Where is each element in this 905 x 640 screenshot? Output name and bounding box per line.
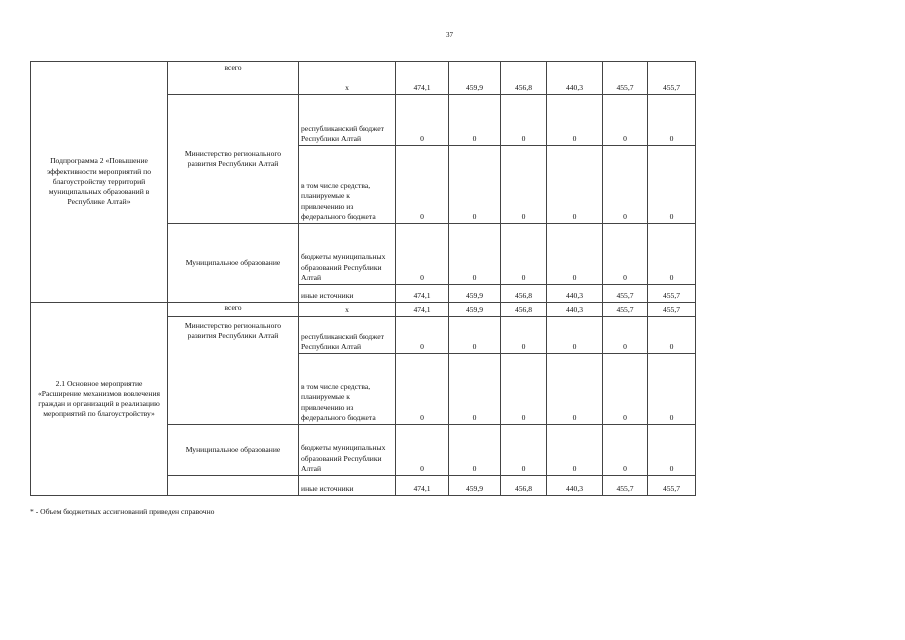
source-label: в том числе средства, планируемые к привлечению из федерального бюджета [299, 354, 396, 425]
source-label: бюджеты муниципальных образований Республики Алтай [299, 425, 396, 476]
value-cell: 0 [648, 317, 696, 354]
source-label: x [299, 303, 396, 317]
program-name: 2.1 Основное мероприятие «Расширение механизмов вовлечения граждан и организаций в реализацию мероприятий по благоустройству» [31, 303, 168, 496]
value-cell: 455,7 [648, 476, 696, 496]
value-cell: 0 [547, 224, 603, 285]
source-label: иные источники [299, 285, 396, 303]
value-cell: 474,1 [396, 62, 449, 95]
empty-executor-cell [168, 476, 299, 496]
value-cell: 0 [449, 146, 501, 224]
program-name: Подпрограмма 2 «Повышение эффективности мероприятий по благоустройству территорий муниципальных образований в Республике Алтай» [31, 62, 168, 303]
executor-total-label: всего [168, 62, 299, 95]
value-cell: 459,9 [449, 303, 501, 317]
source-label: иные источники [299, 476, 396, 496]
value-cell: 0 [449, 354, 501, 425]
value-cell: 0 [603, 425, 648, 476]
value-cell: 456,8 [501, 62, 547, 95]
value-cell: 0 [396, 224, 449, 285]
value-cell: 440,3 [547, 285, 603, 303]
executor-name: Министерство регионального развития Республики Алтай [168, 95, 299, 224]
source-label: республиканский бюджет Республики Алтай [299, 317, 396, 354]
value-cell: 474,1 [396, 285, 449, 303]
value-cell: 0 [396, 95, 449, 146]
source-label: x [299, 62, 396, 95]
value-cell: 456,8 [501, 476, 547, 496]
value-cell: 455,7 [603, 285, 648, 303]
value-cell: 0 [449, 224, 501, 285]
value-cell: 459,9 [449, 62, 501, 95]
value-cell: 0 [396, 354, 449, 425]
value-cell: 0 [603, 317, 648, 354]
value-cell: 0 [501, 224, 547, 285]
value-cell: 455,7 [603, 303, 648, 317]
value-cell: 0 [449, 95, 501, 146]
value-cell: 0 [547, 95, 603, 146]
value-cell: 455,7 [648, 303, 696, 317]
value-cell: 455,7 [648, 285, 696, 303]
value-cell: 0 [648, 146, 696, 224]
table-row [31, 303, 696, 317]
source-label: республиканский бюджет Республики Алтай [299, 95, 396, 146]
value-cell: 459,9 [449, 476, 501, 496]
value-cell: 474,1 [396, 303, 449, 317]
value-cell: 0 [449, 425, 501, 476]
budget-table [30, 61, 696, 496]
value-cell: 0 [501, 146, 547, 224]
value-cell: 456,8 [501, 303, 547, 317]
value-cell: 455,7 [603, 62, 648, 95]
footnote: * - Объем бюджетных ассигнований приведен справочно [30, 507, 215, 516]
value-cell: 0 [547, 317, 603, 354]
value-cell: 0 [501, 425, 547, 476]
value-cell: 0 [501, 317, 547, 354]
value-cell: 0 [547, 425, 603, 476]
source-label: в том числе средства, планируемые к привлечению из федерального бюджета [299, 146, 396, 224]
value-cell: 459,9 [449, 285, 501, 303]
source-label: бюджеты муниципальных образований Республики Алтай [299, 224, 396, 285]
value-cell: 0 [603, 95, 648, 146]
value-cell: 0 [603, 354, 648, 425]
page-number: 37 [446, 31, 453, 39]
executor-name: Муниципальное образование [168, 425, 299, 476]
value-cell: 0 [603, 224, 648, 285]
value-cell: 0 [396, 146, 449, 224]
value-cell: 440,3 [547, 476, 603, 496]
value-cell: 474,1 [396, 476, 449, 496]
executor-total-label: всего [168, 303, 299, 317]
value-cell: 0 [648, 95, 696, 146]
value-cell: 455,7 [648, 62, 696, 95]
value-cell: 0 [648, 354, 696, 425]
executor-name: Министерство регионального развития Республики Алтай [168, 317, 299, 425]
value-cell: 0 [648, 425, 696, 476]
value-cell: 440,3 [547, 303, 603, 317]
value-cell: 456,8 [501, 285, 547, 303]
value-cell: 0 [449, 317, 501, 354]
value-cell: 0 [603, 146, 648, 224]
table-row [31, 62, 696, 95]
value-cell: 455,7 [603, 476, 648, 496]
value-cell: 0 [396, 425, 449, 476]
value-cell: 0 [648, 224, 696, 285]
value-cell: 0 [501, 354, 547, 425]
value-cell: 0 [547, 146, 603, 224]
value-cell: 0 [501, 95, 547, 146]
value-cell: 0 [396, 317, 449, 354]
value-cell: 0 [547, 354, 603, 425]
value-cell: 440,3 [547, 62, 603, 95]
executor-name: Муниципальное образование [168, 224, 299, 303]
